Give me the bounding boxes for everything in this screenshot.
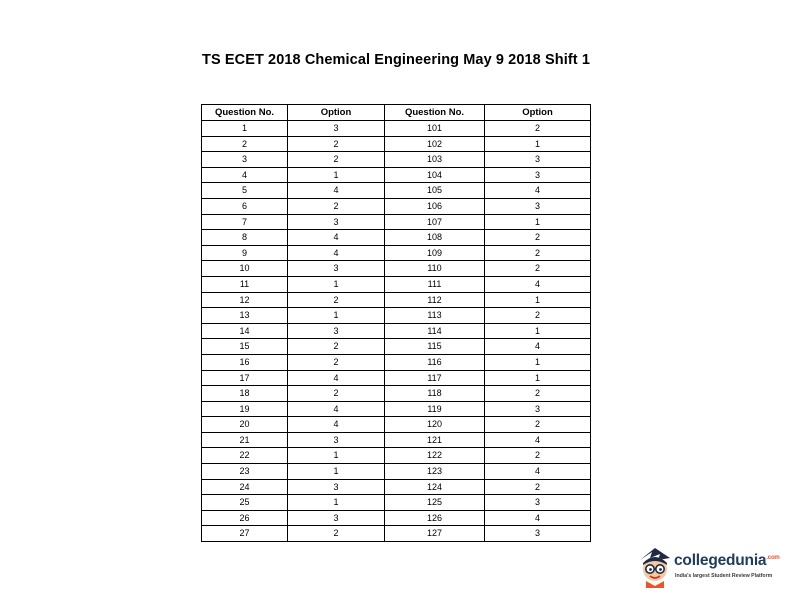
- cell-option: 1: [288, 308, 385, 324]
- table-row: [202, 495, 591, 511]
- table-row: [202, 152, 591, 168]
- cell-option: 3: [288, 323, 385, 339]
- table-row: [202, 230, 591, 246]
- brand-tagline: India's largest Student Review Platform: [675, 573, 773, 579]
- table-row: [202, 479, 591, 495]
- cell-question-no: 20: [202, 417, 288, 433]
- table-row: [202, 136, 591, 152]
- cell-question-no: 25: [202, 495, 288, 511]
- cell-option: 2: [485, 121, 591, 137]
- cell-option: 3: [288, 479, 385, 495]
- cell-option: 1: [288, 167, 385, 183]
- cell-option: 3: [288, 432, 385, 448]
- table-row: [202, 121, 591, 137]
- cell-option: 2: [288, 526, 385, 542]
- cell-question-no: 4: [202, 167, 288, 183]
- brand-name: collegedunia$^{.com}$: [674, 552, 780, 569]
- cell-question-no: 19: [202, 401, 288, 417]
- cell-question-no: 124: [385, 479, 485, 495]
- cell-question-no: 120: [385, 417, 485, 433]
- cell-question-no: 10: [202, 261, 288, 277]
- table-row: [202, 308, 591, 324]
- cell-option: 3: [288, 261, 385, 277]
- cell-question-no: 108: [385, 230, 485, 246]
- table-row: [202, 198, 591, 214]
- cell-question-no: 113: [385, 308, 485, 324]
- table-row: [202, 339, 591, 355]
- cell-option: 1: [485, 136, 591, 152]
- cell-option: 2: [485, 308, 591, 324]
- cell-option: 3: [485, 495, 591, 511]
- cell-question-no: 117: [385, 370, 485, 386]
- cell-question-no: 104: [385, 167, 485, 183]
- cell-option: 2: [288, 136, 385, 152]
- table-row: [202, 354, 591, 370]
- cell-option: 1: [288, 276, 385, 292]
- cell-option: 2: [485, 245, 591, 261]
- cell-option: 4: [288, 245, 385, 261]
- cell-question-no: 105: [385, 183, 485, 199]
- cell-option: 3: [288, 121, 385, 137]
- table-row: [202, 183, 591, 199]
- table-row: [202, 432, 591, 448]
- table-row: [202, 386, 591, 402]
- cell-question-no: 18: [202, 386, 288, 402]
- cell-option: 4: [485, 510, 591, 526]
- cell-question-no: 16: [202, 354, 288, 370]
- cell-option: 2: [288, 292, 385, 308]
- table-row: [202, 214, 591, 230]
- cell-option: 1: [288, 495, 385, 511]
- cell-question-no: 118: [385, 386, 485, 402]
- cell-question-no: 110: [385, 261, 485, 277]
- cell-option: 1: [485, 214, 591, 230]
- cell-option: 3: [485, 198, 591, 214]
- header-option: Option: [288, 105, 385, 121]
- table-row: [202, 510, 591, 526]
- cell-question-no: 27: [202, 526, 288, 542]
- cell-question-no: 14: [202, 323, 288, 339]
- answer-key-table: [201, 104, 591, 542]
- cell-option: 2: [485, 417, 591, 433]
- cell-question-no: 121: [385, 432, 485, 448]
- cell-option: 3: [485, 167, 591, 183]
- cell-option: 1: [485, 370, 591, 386]
- cell-question-no: 109: [385, 245, 485, 261]
- cell-question-no: 127: [385, 526, 485, 542]
- cell-option: 3: [485, 526, 591, 542]
- cell-option: 2: [485, 386, 591, 402]
- cell-option: 4: [485, 183, 591, 199]
- cell-question-no: 22: [202, 448, 288, 464]
- cell-question-no: 24: [202, 479, 288, 495]
- cell-question-no: 13: [202, 308, 288, 324]
- table-body: [202, 121, 591, 542]
- cell-option: 2: [288, 354, 385, 370]
- cell-option: 4: [288, 230, 385, 246]
- cell-option: 3: [485, 401, 591, 417]
- cell-option: 1: [485, 292, 591, 308]
- table-row: [202, 464, 591, 480]
- cell-question-no: 15: [202, 339, 288, 355]
- table-row: [202, 323, 591, 339]
- cell-question-no: 122: [385, 448, 485, 464]
- cell-question-no: 9: [202, 245, 288, 261]
- brand-watermark: [636, 546, 784, 590]
- table-row: [202, 417, 591, 433]
- cell-question-no: 12: [202, 292, 288, 308]
- table-row: [202, 292, 591, 308]
- cell-question-no: 2: [202, 136, 288, 152]
- cell-question-no: 123: [385, 464, 485, 480]
- cell-question-no: 6: [202, 198, 288, 214]
- cell-option: 2: [288, 152, 385, 168]
- cell-question-no: 8: [202, 230, 288, 246]
- cell-option: 4: [288, 401, 385, 417]
- cell-option: 2: [485, 448, 591, 464]
- cell-question-no: 103: [385, 152, 485, 168]
- header-question-no: Question No.: [385, 105, 485, 121]
- cell-question-no: 114: [385, 323, 485, 339]
- student-mascot-icon: [636, 546, 674, 588]
- cell-option: 4: [288, 417, 385, 433]
- table-row: [202, 526, 591, 542]
- cell-question-no: 125: [385, 495, 485, 511]
- cell-option: 4: [288, 183, 385, 199]
- cell-question-no: 26: [202, 510, 288, 526]
- cell-option: 2: [288, 386, 385, 402]
- cell-option: 3: [288, 214, 385, 230]
- cell-question-no: 101: [385, 121, 485, 137]
- cell-option: 1: [288, 448, 385, 464]
- cell-option: 2: [485, 261, 591, 277]
- cell-option: 2: [485, 230, 591, 246]
- cell-option: 2: [485, 479, 591, 495]
- cell-question-no: 3: [202, 152, 288, 168]
- cell-option: 4: [485, 432, 591, 448]
- cell-option: 3: [288, 510, 385, 526]
- cell-option: 1: [485, 354, 591, 370]
- table-row: [202, 167, 591, 183]
- header-option: Option: [485, 105, 591, 121]
- cell-question-no: 7: [202, 214, 288, 230]
- cell-question-no: 17: [202, 370, 288, 386]
- header-question-no: Question No.: [202, 105, 288, 121]
- cell-option: 4: [485, 464, 591, 480]
- cell-option: 2: [288, 198, 385, 214]
- cell-question-no: 115: [385, 339, 485, 355]
- cell-option: 4: [485, 276, 591, 292]
- table-header-row: [202, 105, 591, 121]
- cell-question-no: 1: [202, 121, 288, 137]
- cell-option: 3: [485, 152, 591, 168]
- table-row: [202, 245, 591, 261]
- table-row: [202, 261, 591, 277]
- cell-question-no: 106: [385, 198, 485, 214]
- cell-option: 1: [485, 323, 591, 339]
- cell-question-no: 102: [385, 136, 485, 152]
- cell-question-no: 107: [385, 214, 485, 230]
- table-row: [202, 276, 591, 292]
- table-row: [202, 370, 591, 386]
- page-title: TS ECET 2018 Chemical Engineering May 9 2018 Shift 1: [202, 52, 590, 68]
- cell-question-no: 111: [385, 276, 485, 292]
- cell-option: 1: [288, 464, 385, 480]
- cell-option: 2: [288, 339, 385, 355]
- cell-question-no: 23: [202, 464, 288, 480]
- cell-question-no: 21: [202, 432, 288, 448]
- cell-question-no: 11: [202, 276, 288, 292]
- cell-option: 4: [485, 339, 591, 355]
- cell-question-no: 126: [385, 510, 485, 526]
- cell-question-no: 5: [202, 183, 288, 199]
- table-row: [202, 401, 591, 417]
- table-row: [202, 448, 591, 464]
- cell-question-no: 112: [385, 292, 485, 308]
- cell-question-no: 116: [385, 354, 485, 370]
- cell-question-no: 119: [385, 401, 485, 417]
- cell-option: 4: [288, 370, 385, 386]
